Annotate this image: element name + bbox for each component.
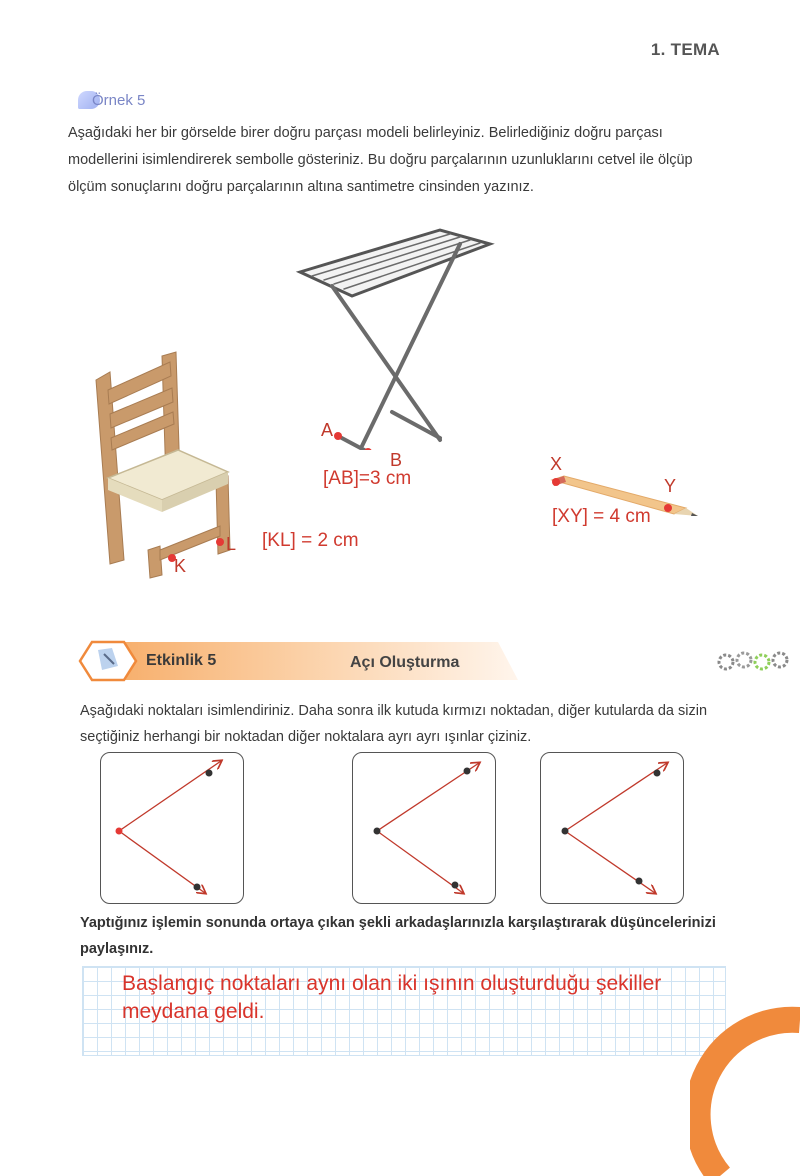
- corner-decoration: [690, 1000, 800, 1176]
- kl-measure: [KL] = 2 cm: [262, 530, 359, 551]
- example-label: Örnek 5: [92, 92, 146, 109]
- angle-box-2: [352, 752, 496, 904]
- angle-box-3: [540, 752, 684, 904]
- activity-instructions: Aşağıdaki noktaları isimlendiriniz. Daha sonra ilk kutuda kırmızı noktadan, diğer kutularda da sizin seçtiğiniz herhangi bir noktadan diğer noktalara ayrı ayrı ışınlar çiziniz.: [80, 703, 708, 745]
- point-y-label: Y: [664, 476, 677, 496]
- point-l-label: L: [226, 534, 237, 554]
- theme-title: 1. TEMA: [650, 40, 720, 59]
- angle-box-1: [100, 752, 244, 904]
- chair-illustration: [88, 350, 248, 580]
- point-b-label: B: [390, 450, 403, 470]
- angle-drawing-1: [101, 753, 243, 903]
- point-a-label: A: [321, 420, 334, 440]
- point-x-label: X: [550, 454, 563, 474]
- xy-measure: [XY] = 4 cm: [552, 506, 651, 527]
- angle-drawing-3: [541, 753, 683, 903]
- activity-title: Etkinlik 5: [146, 652, 217, 669]
- example-instructions: Aşağıdaki her bir görselde birer doğru parçası modeli belirleyiniz. Belirlediğiniz doğru parçası modellerini isimlendirerek sembolle gösteriniz. Bu doğru parçalarının uzunluklarını cetvel ile ölçüp ölçüm sonuçlarını doğru parçalarının altına santimetre cinsinden yazınız.: [68, 125, 693, 195]
- ab-measure: [AB]=3 cm: [323, 468, 412, 489]
- handwritten-answer: Başlangıç noktaları aynı olan iki ışının oluşturduğu şekiller meydana geldi.: [122, 972, 662, 1023]
- activity-banner: [78, 636, 718, 686]
- angle-drawing-2: [353, 753, 495, 903]
- activity-subtitle: Açı Oluşturma: [350, 654, 460, 671]
- gears-icon: [716, 648, 792, 676]
- point-k-label: K: [174, 556, 187, 576]
- discussion-question: Yaptığınız işlemin sonunda ortaya çıkan şekli arkadaşlarınızla karşılaştırarak düşüncelerinizi paylaşınız.: [80, 915, 716, 957]
- drying-rack-illustration: [290, 220, 500, 450]
